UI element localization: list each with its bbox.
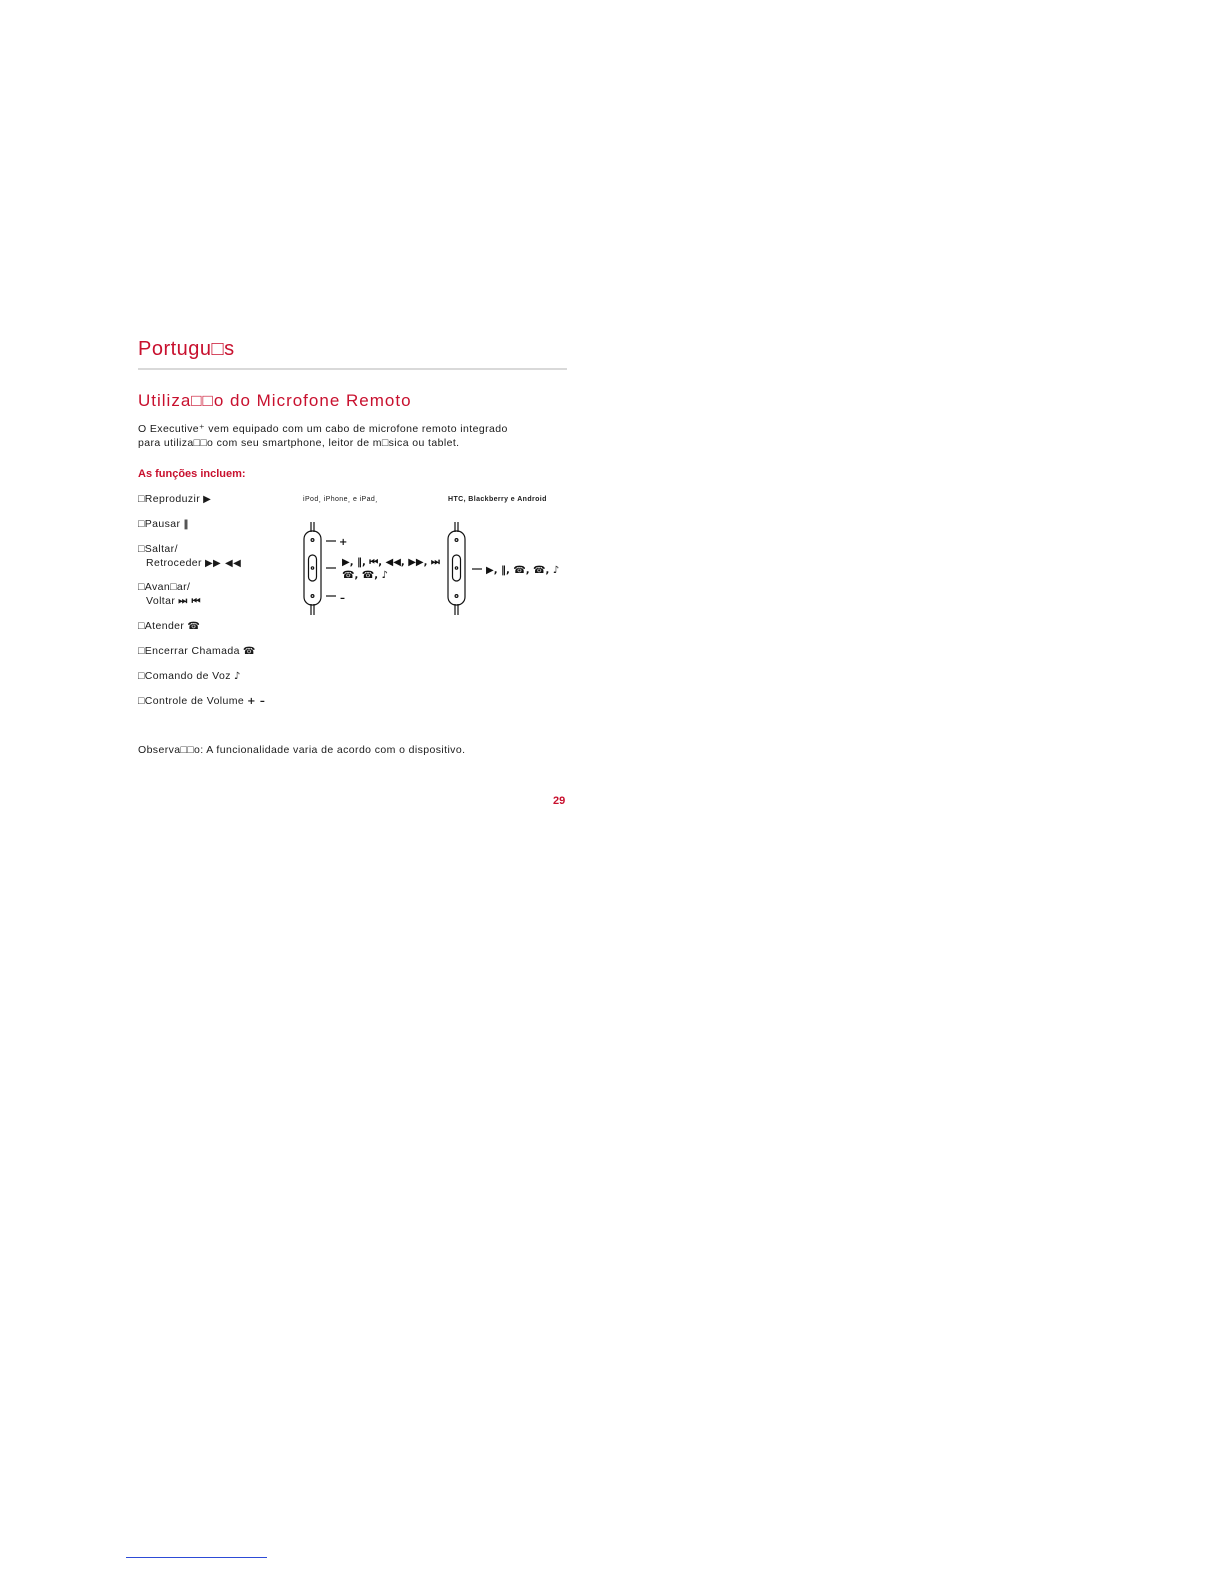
title-divider	[138, 368, 567, 370]
apple-volume-up-label: +	[339, 537, 348, 548]
function-label: □Reproduzir	[138, 493, 201, 505]
pause-icon: ‖	[183, 519, 189, 530]
other-devices-label: HTC, Blackberry e Android	[448, 496, 547, 503]
voice-command-icon: ♪	[233, 671, 241, 682]
section-title: Utiliza□□o do Microfone Remoto	[138, 391, 412, 410]
apple-remote	[304, 522, 336, 615]
intro-paragraph	[138, 422, 558, 450]
function-label: □Controle de Volume	[138, 695, 245, 707]
next-previous-icon: ⏭ ⏮	[178, 596, 201, 607]
other-center-functions: ▶, ‖, ☎, ☎, ♪	[486, 565, 560, 576]
functions-heading: As funções incluem:	[138, 468, 246, 480]
language-title: Portugu□s	[138, 338, 235, 360]
intro-line-1: O Executive⁺ vem equipado com um cabo de microfone remoto integrado	[138, 423, 508, 435]
page-number: 29	[553, 795, 566, 807]
function-next-previous	[138, 580, 201, 609]
skip-rewind-icon: ▶▶ ◀◀	[204, 558, 242, 569]
function-label: □Avan□ar/	[138, 581, 191, 593]
function-label: □Encerrar Chamada	[138, 645, 240, 657]
function-label: □Pausar	[138, 518, 181, 530]
intro-line-2: para utiliza□□o com seu smartphone, leitor de m□sica ou tablet.	[138, 437, 460, 449]
function-volume	[138, 694, 265, 709]
remote-diagram	[290, 515, 580, 620]
function-label: □Atender	[138, 620, 185, 632]
note-text: Observa□□o: A funcionalidade varia de acordo com o dispositivo.	[138, 744, 466, 756]
function-label: □Comando de Voz	[138, 670, 231, 682]
end-call-icon: ☎	[242, 646, 256, 657]
function-label-2: Retroceder	[146, 557, 202, 569]
function-voice-command	[138, 669, 241, 684]
apple-center-functions: ▶, ‖, ⏮, ◀◀, ▶▶, ⏭	[342, 557, 440, 568]
apple-volume-down-label: –	[340, 593, 345, 604]
answer-call-icon: ☎	[187, 621, 201, 632]
function-pause	[138, 517, 189, 532]
footer-link-line	[126, 1557, 267, 1558]
other-remote	[448, 522, 482, 615]
function-label-2: Voltar	[146, 595, 176, 607]
function-end-call	[138, 644, 256, 659]
play-icon: ▶	[203, 494, 212, 505]
apple-devices-label: iPod¸ iPhone¸ e iPad¸	[303, 496, 378, 503]
function-play	[138, 492, 211, 507]
apple-center-functions-2: ☎, ☎, ♪	[342, 570, 388, 581]
function-skip-rewind	[138, 542, 241, 571]
volume-icon: + –	[247, 696, 266, 707]
function-label: □Saltar/	[138, 543, 178, 555]
function-answer	[138, 619, 200, 634]
